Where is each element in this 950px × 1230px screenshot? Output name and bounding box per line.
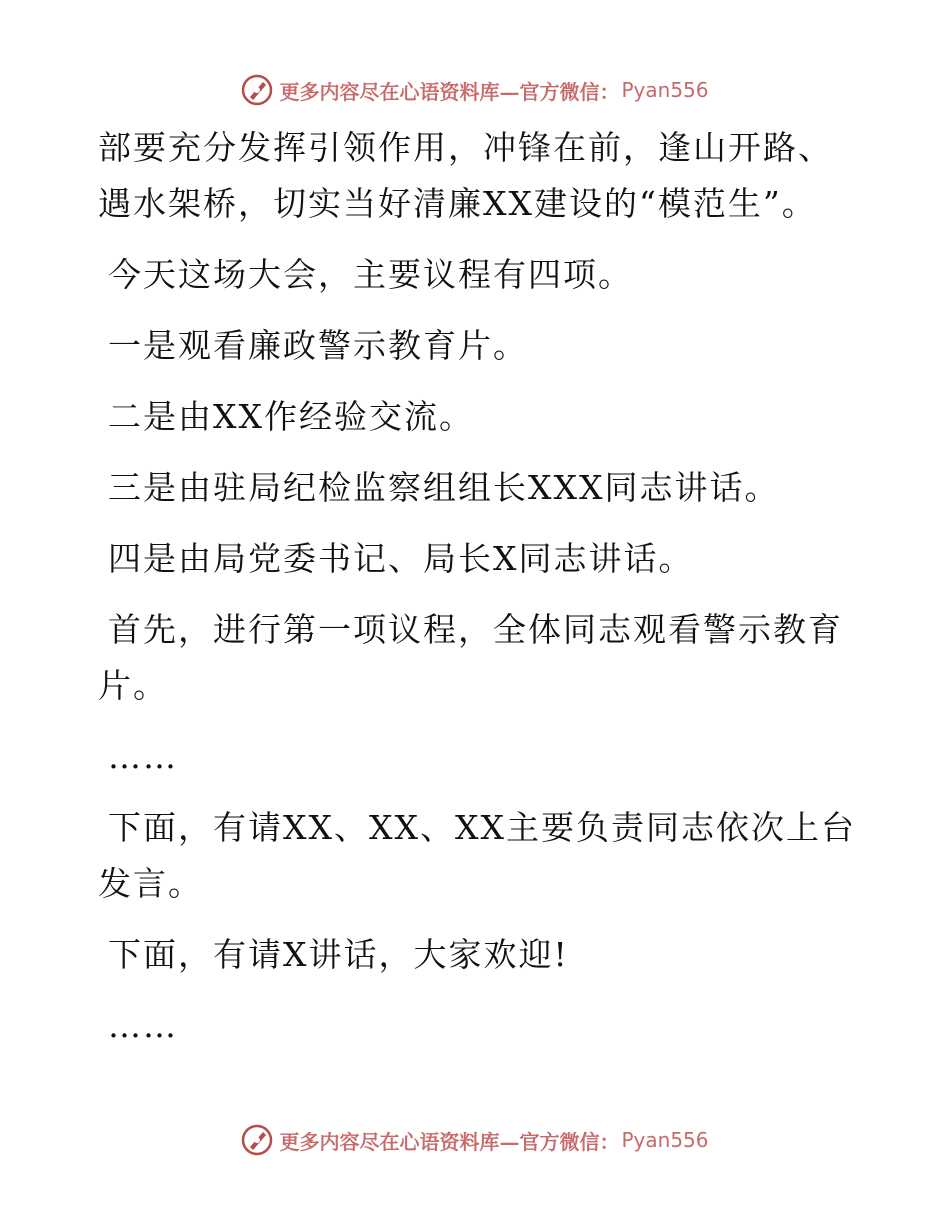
paragraph-6: 四是由局党委书记、局长X同志讲话。	[108, 539, 694, 578]
paragraph-10: 下面，有请X讲话，大家欢迎!	[108, 935, 569, 974]
footer-watermark	[0, 1120, 950, 1160]
paragraph-8: ……	[108, 737, 178, 776]
paragraph-7: 首先，进行第一项议程，全体同志观看警示教育片。	[98, 610, 843, 705]
paragraph-2: 今天这场大会，主要议程有四项。	[108, 255, 633, 294]
pen-logo-icon	[241, 74, 273, 106]
watermark-wechat: Pyan556	[621, 1128, 709, 1152]
paragraph-5: 三是由驻局纪检监察组组长XXX同志讲话。	[108, 468, 780, 507]
paragraph-11: ……	[108, 1006, 178, 1045]
pen-logo-icon	[241, 1124, 273, 1156]
watermark-wechat: Pyan556	[621, 78, 709, 102]
watermark-text: 更多内容尽在心语资料库—官方微信：	[279, 1129, 620, 1154]
paragraph-4: 二是由XX作经验交流。	[108, 397, 474, 436]
watermark-text: 更多内容尽在心语资料库—官方微信：	[279, 79, 620, 104]
paragraph-9: 下面，有请XX、XX、XX主要负责同志依次上台发言。	[98, 808, 856, 903]
document-body	[98, 120, 858, 1054]
header-watermark	[0, 70, 950, 110]
paragraph-3: 一是观看廉政警示教育片。	[108, 326, 528, 365]
paragraph-1: 部要充分发挥引领作用，冲锋在前，逢山开路、遇水架桥，切实当好清廉XX建设的“模范生”。	[98, 128, 833, 223]
